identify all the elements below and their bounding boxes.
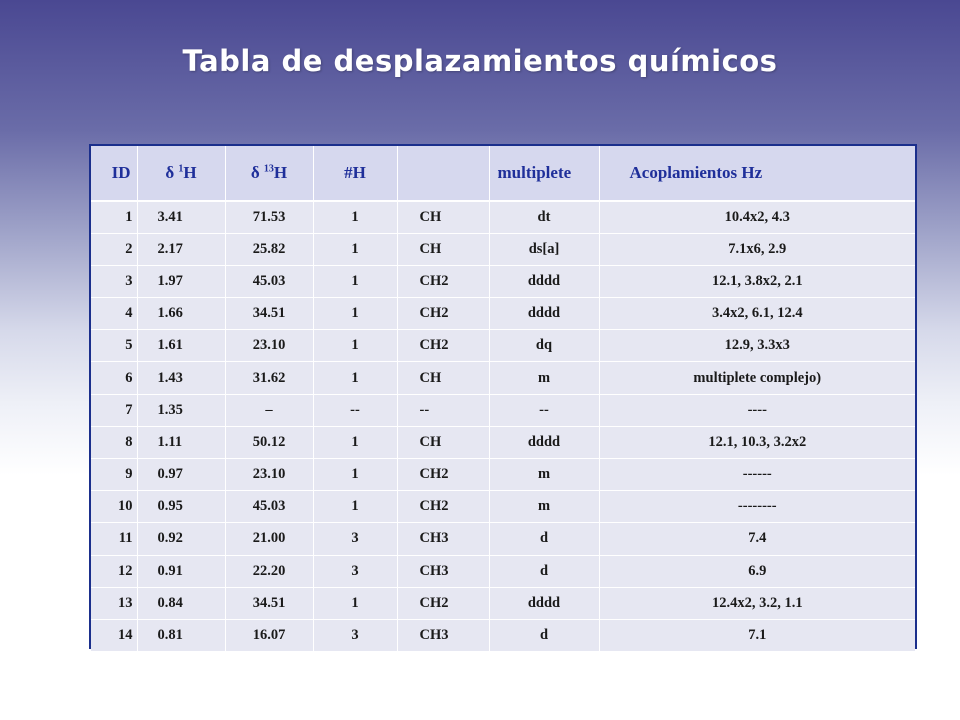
cell-c13-shift: 34.51 xyxy=(225,587,313,619)
table-row xyxy=(91,362,915,394)
header-c13-prefix: δ xyxy=(250,163,264,182)
cell-group: CH xyxy=(397,426,489,458)
cell-id: 2 xyxy=(91,233,137,265)
cell-coupling: ------ xyxy=(599,459,915,491)
cell-id: 8 xyxy=(91,426,137,458)
cell-group: CH3 xyxy=(397,523,489,555)
cell-id: 12 xyxy=(91,555,137,587)
cell-h-count: 1 xyxy=(313,330,397,362)
cell-h1-shift: 1.97 xyxy=(137,265,225,297)
cell-group: CH2 xyxy=(397,587,489,619)
cell-id: 13 xyxy=(91,587,137,619)
cell-multiplicity: dt xyxy=(489,201,599,233)
cell-multiplicity: ds[a] xyxy=(489,233,599,265)
shifts-table xyxy=(89,144,917,649)
cell-h-count: 3 xyxy=(313,555,397,587)
cell-coupling: 6.9 xyxy=(599,555,915,587)
cell-coupling: 10.4x2, 4.3 xyxy=(599,201,915,233)
cell-h1-shift: 1.61 xyxy=(137,330,225,362)
header-c13 xyxy=(225,146,313,201)
cell-group: CH2 xyxy=(397,330,489,362)
cell-id: 4 xyxy=(91,298,137,330)
cell-c13-shift: 71.53 xyxy=(225,201,313,233)
header-nh xyxy=(313,146,397,201)
cell-coupling: 7.1 xyxy=(599,619,915,651)
table-row xyxy=(91,426,915,458)
header-c13-suffix: H xyxy=(273,163,288,182)
cell-group: CH xyxy=(397,201,489,233)
cell-c13-shift: 23.10 xyxy=(225,459,313,491)
cell-c13-shift: 16.07 xyxy=(225,619,313,651)
table-row xyxy=(91,491,915,523)
cell-id: 1 xyxy=(91,201,137,233)
header-h1-sup: 1 xyxy=(178,163,184,175)
cell-h1-shift: 2.17 xyxy=(137,233,225,265)
header-coupling xyxy=(599,146,915,201)
header-nh-label: #H xyxy=(344,163,366,182)
cell-coupling: multiplete complejo) xyxy=(599,362,915,394)
cell-multiplicity: dq xyxy=(489,330,599,362)
cell-h-count: 1 xyxy=(313,459,397,491)
cell-c13-shift: 25.82 xyxy=(225,233,313,265)
header-coupling-label: Acoplamientos Hz xyxy=(629,163,763,182)
table-row xyxy=(91,619,915,651)
cell-h1-shift: 3.41 xyxy=(137,201,225,233)
table-row xyxy=(91,330,915,362)
cell-group: -- xyxy=(397,394,489,426)
table-row xyxy=(91,555,915,587)
cell-group: CH3 xyxy=(397,555,489,587)
cell-c13-shift: 21.00 xyxy=(225,523,313,555)
cell-coupling: 12.1, 3.8x2, 2.1 xyxy=(599,265,915,297)
cell-group: CH xyxy=(397,233,489,265)
cell-coupling: 12.4x2, 3.2, 1.1 xyxy=(599,587,915,619)
header-h1 xyxy=(137,146,225,201)
cell-id: 11 xyxy=(91,523,137,555)
header-multiplicity xyxy=(489,146,599,201)
cell-h-count: 1 xyxy=(313,201,397,233)
cell-coupling: 3.4x2, 6.1, 12.4 xyxy=(599,298,915,330)
cell-h-count: 1 xyxy=(313,265,397,297)
cell-coupling: 7.4 xyxy=(599,523,915,555)
cell-c13-shift: 45.03 xyxy=(225,265,313,297)
page-title: Tabla de desplazamientos químicos xyxy=(182,44,778,78)
cell-h1-shift: 0.92 xyxy=(137,523,225,555)
cell-multiplicity: dddd xyxy=(489,426,599,458)
cell-h1-shift: 0.91 xyxy=(137,555,225,587)
cell-coupling: 7.1x6, 2.9 xyxy=(599,233,915,265)
table-row xyxy=(91,298,915,330)
cell-id: 3 xyxy=(91,265,137,297)
table-row xyxy=(91,523,915,555)
header-h1-suffix: H xyxy=(183,163,197,182)
cell-h-count: 1 xyxy=(313,362,397,394)
table-row xyxy=(91,459,915,491)
cell-h1-shift: 0.95 xyxy=(137,491,225,523)
cell-id: 9 xyxy=(91,459,137,491)
cell-h-count: 3 xyxy=(313,523,397,555)
header-c13-sup: 13 xyxy=(263,163,274,175)
cell-c13-shift: 34.51 xyxy=(225,298,313,330)
cell-multiplicity: d xyxy=(489,555,599,587)
table-row xyxy=(91,201,915,233)
cell-coupling: 12.9, 3.3x3 xyxy=(599,330,915,362)
cell-multiplicity: dddd xyxy=(489,265,599,297)
cell-group: CH3 xyxy=(397,619,489,651)
table-row xyxy=(91,233,915,265)
header-id-label: ID xyxy=(111,163,131,182)
cell-h-count: 1 xyxy=(313,233,397,265)
cell-id: 7 xyxy=(91,394,137,426)
cell-h-count: 1 xyxy=(313,426,397,458)
cell-h1-shift: 1.43 xyxy=(137,362,225,394)
cell-h1-shift: 0.81 xyxy=(137,619,225,651)
cell-id: 6 xyxy=(91,362,137,394)
cell-id: 14 xyxy=(91,619,137,651)
cell-c13-shift: 31.62 xyxy=(225,362,313,394)
cell-group: CH2 xyxy=(397,298,489,330)
cell-h-count: 1 xyxy=(313,587,397,619)
cell-c13-shift: 23.10 xyxy=(225,330,313,362)
table-header-row xyxy=(91,146,915,201)
header-multiplicity-label: multiplete xyxy=(497,163,572,182)
cell-id: 5 xyxy=(91,330,137,362)
cell-multiplicity: d xyxy=(489,523,599,555)
cell-group: CH2 xyxy=(397,265,489,297)
table-body xyxy=(91,201,915,652)
header-h1-prefix: δ xyxy=(165,163,179,182)
header-id xyxy=(91,146,137,201)
cell-group: CH xyxy=(397,362,489,394)
cell-c13-shift: 22.20 xyxy=(225,555,313,587)
cell-group: CH2 xyxy=(397,459,489,491)
cell-coupling: ---- xyxy=(599,394,915,426)
cell-h1-shift: 1.35 xyxy=(137,394,225,426)
cell-coupling: 12.1, 10.3, 3.2x2 xyxy=(599,426,915,458)
cell-c13-shift: – xyxy=(225,394,313,426)
cell-multiplicity: dddd xyxy=(489,587,599,619)
cell-id: 10 xyxy=(91,491,137,523)
table-row xyxy=(91,587,915,619)
cell-c13-shift: 50.12 xyxy=(225,426,313,458)
cell-h-count: 1 xyxy=(313,491,397,523)
cell-multiplicity: dddd xyxy=(489,298,599,330)
cell-h1-shift: 0.97 xyxy=(137,459,225,491)
cell-h-count: -- xyxy=(313,394,397,426)
cell-multiplicity: m xyxy=(489,362,599,394)
cell-group: CH2 xyxy=(397,491,489,523)
cell-multiplicity: m xyxy=(489,491,599,523)
cell-h1-shift: 1.11 xyxy=(137,426,225,458)
cell-h1-shift: 1.66 xyxy=(137,298,225,330)
cell-h-count: 1 xyxy=(313,298,397,330)
cell-multiplicity: m xyxy=(489,459,599,491)
cell-multiplicity: d xyxy=(489,619,599,651)
cell-multiplicity: -- xyxy=(489,394,599,426)
cell-c13-shift: 45.03 xyxy=(225,491,313,523)
cell-coupling: -------- xyxy=(599,491,915,523)
cell-h1-shift: 0.84 xyxy=(137,587,225,619)
header-group xyxy=(397,146,489,201)
table-row xyxy=(91,394,915,426)
table-row xyxy=(91,265,915,297)
cell-h-count: 3 xyxy=(313,619,397,651)
